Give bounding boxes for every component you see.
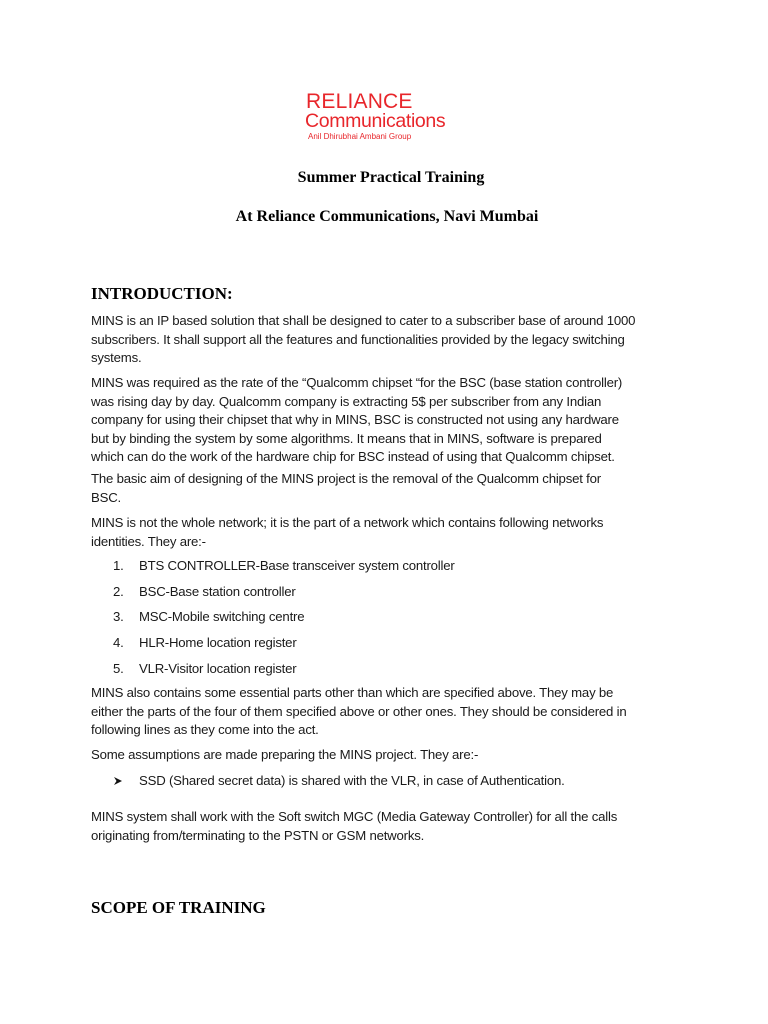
text-line: Some assumptions are made preparing the MINS project. They are:-: [91, 747, 479, 762]
list-item-text: BTS CONTROLLER-Base transceiver system controller: [139, 558, 455, 573]
text-line: MINS was required as the rate of the “Qualcomm chipset “for the BSC (base station controller): [91, 375, 623, 390]
reliance-communications-logo: [304, 91, 460, 150]
intro-paragraph-2: [91, 374, 691, 467]
list-item: [91, 583, 691, 609]
logo-brand-text: RELIANCE: [306, 90, 413, 113]
text-line: subscribers. It shall support all the features and functionalities provided by the legacy switching: [91, 331, 625, 347]
list-item: [91, 660, 691, 686]
list-number: 2.: [113, 583, 124, 599]
assumptions-list: [91, 772, 691, 792]
intro-paragraph-6: [91, 746, 691, 765]
logo-communications-text: Communications: [305, 110, 446, 132]
list-number: 5.: [113, 660, 124, 676]
text-line: MINS is an IP based solution that shall be designed to cater to a subscriber base of around 1000: [91, 313, 636, 328]
text-line: MINS is not the whole network; it is the part of a network which contains following networks: [91, 515, 604, 530]
introduction-heading: INTRODUCTION:: [91, 284, 233, 303]
text-line: either the parts of the four of them specified above or other ones. They should be considered in: [91, 703, 627, 719]
list-item-text: MSC-Mobile switching centre: [139, 609, 305, 625]
text-line: MINS system shall work with the Soft switch MGC (Media Gateway Controller) for all the calls: [91, 809, 618, 824]
network-identities-list: [91, 557, 691, 685]
intro-closing-paragraph: [91, 808, 691, 845]
intro-paragraph-3: [91, 470, 691, 507]
text-line: was rising day by day. Qualcomm company is extracting 5$ per subscriber from any Indian: [91, 393, 602, 409]
list-item-text: VLR-Visitor location register: [139, 660, 297, 676]
text-line: The basic aim of designing of the MINS project is the removal of the Qualcomm chipset for: [91, 471, 601, 486]
list-number: 4.: [113, 635, 124, 651]
text-line: MINS also contains some essential parts other than which are specified above. They may be: [91, 685, 614, 700]
list-item-text: SSD (Shared secret data) is shared with the VLR, in case of Authentication.: [139, 773, 565, 788]
list-item: [91, 772, 691, 792]
list-number: 1.: [113, 558, 124, 573]
text-line: company for using their chipset that why in MINS, BSC is constructed not using any hardware: [91, 412, 619, 427]
list-item: [91, 557, 691, 583]
logo-group-text: Anil Dhirubhai Ambani Group: [308, 132, 412, 141]
document-title: Summer Practical Training: [297, 169, 485, 186]
arrow-bullet-icon: [113, 776, 123, 786]
scope-of-training-heading: SCOPE OF TRAINING: [91, 898, 266, 917]
intro-paragraph-4: [91, 514, 691, 551]
list-item-text: HLR-Home location register: [139, 635, 297, 651]
text-line: identities. They are:-: [91, 533, 206, 549]
text-line: which can do the work of the hardware chip for BSC instead of using that Qualcomm chipset.: [91, 449, 615, 464]
intro-paragraph-5: [91, 684, 691, 740]
text-line: but by binding the system by some algorithms. It means that in MINS, software is prepared: [91, 430, 602, 446]
text-line: BSC.: [91, 489, 121, 505]
list-item: [91, 634, 691, 660]
intro-paragraph-1: [91, 312, 691, 368]
text-line: following lines as they come into the act.: [91, 722, 319, 737]
text-line: systems.: [91, 350, 142, 365]
document-subtitle: At Reliance Communications, Navi Mumbai: [235, 208, 539, 225]
list-item: [91, 608, 691, 634]
list-number: 3.: [113, 609, 124, 625]
text-line: originating from/terminating to the PSTN or GSM networks.: [91, 827, 425, 843]
list-item-text: BSC-Base station controller: [139, 583, 296, 599]
